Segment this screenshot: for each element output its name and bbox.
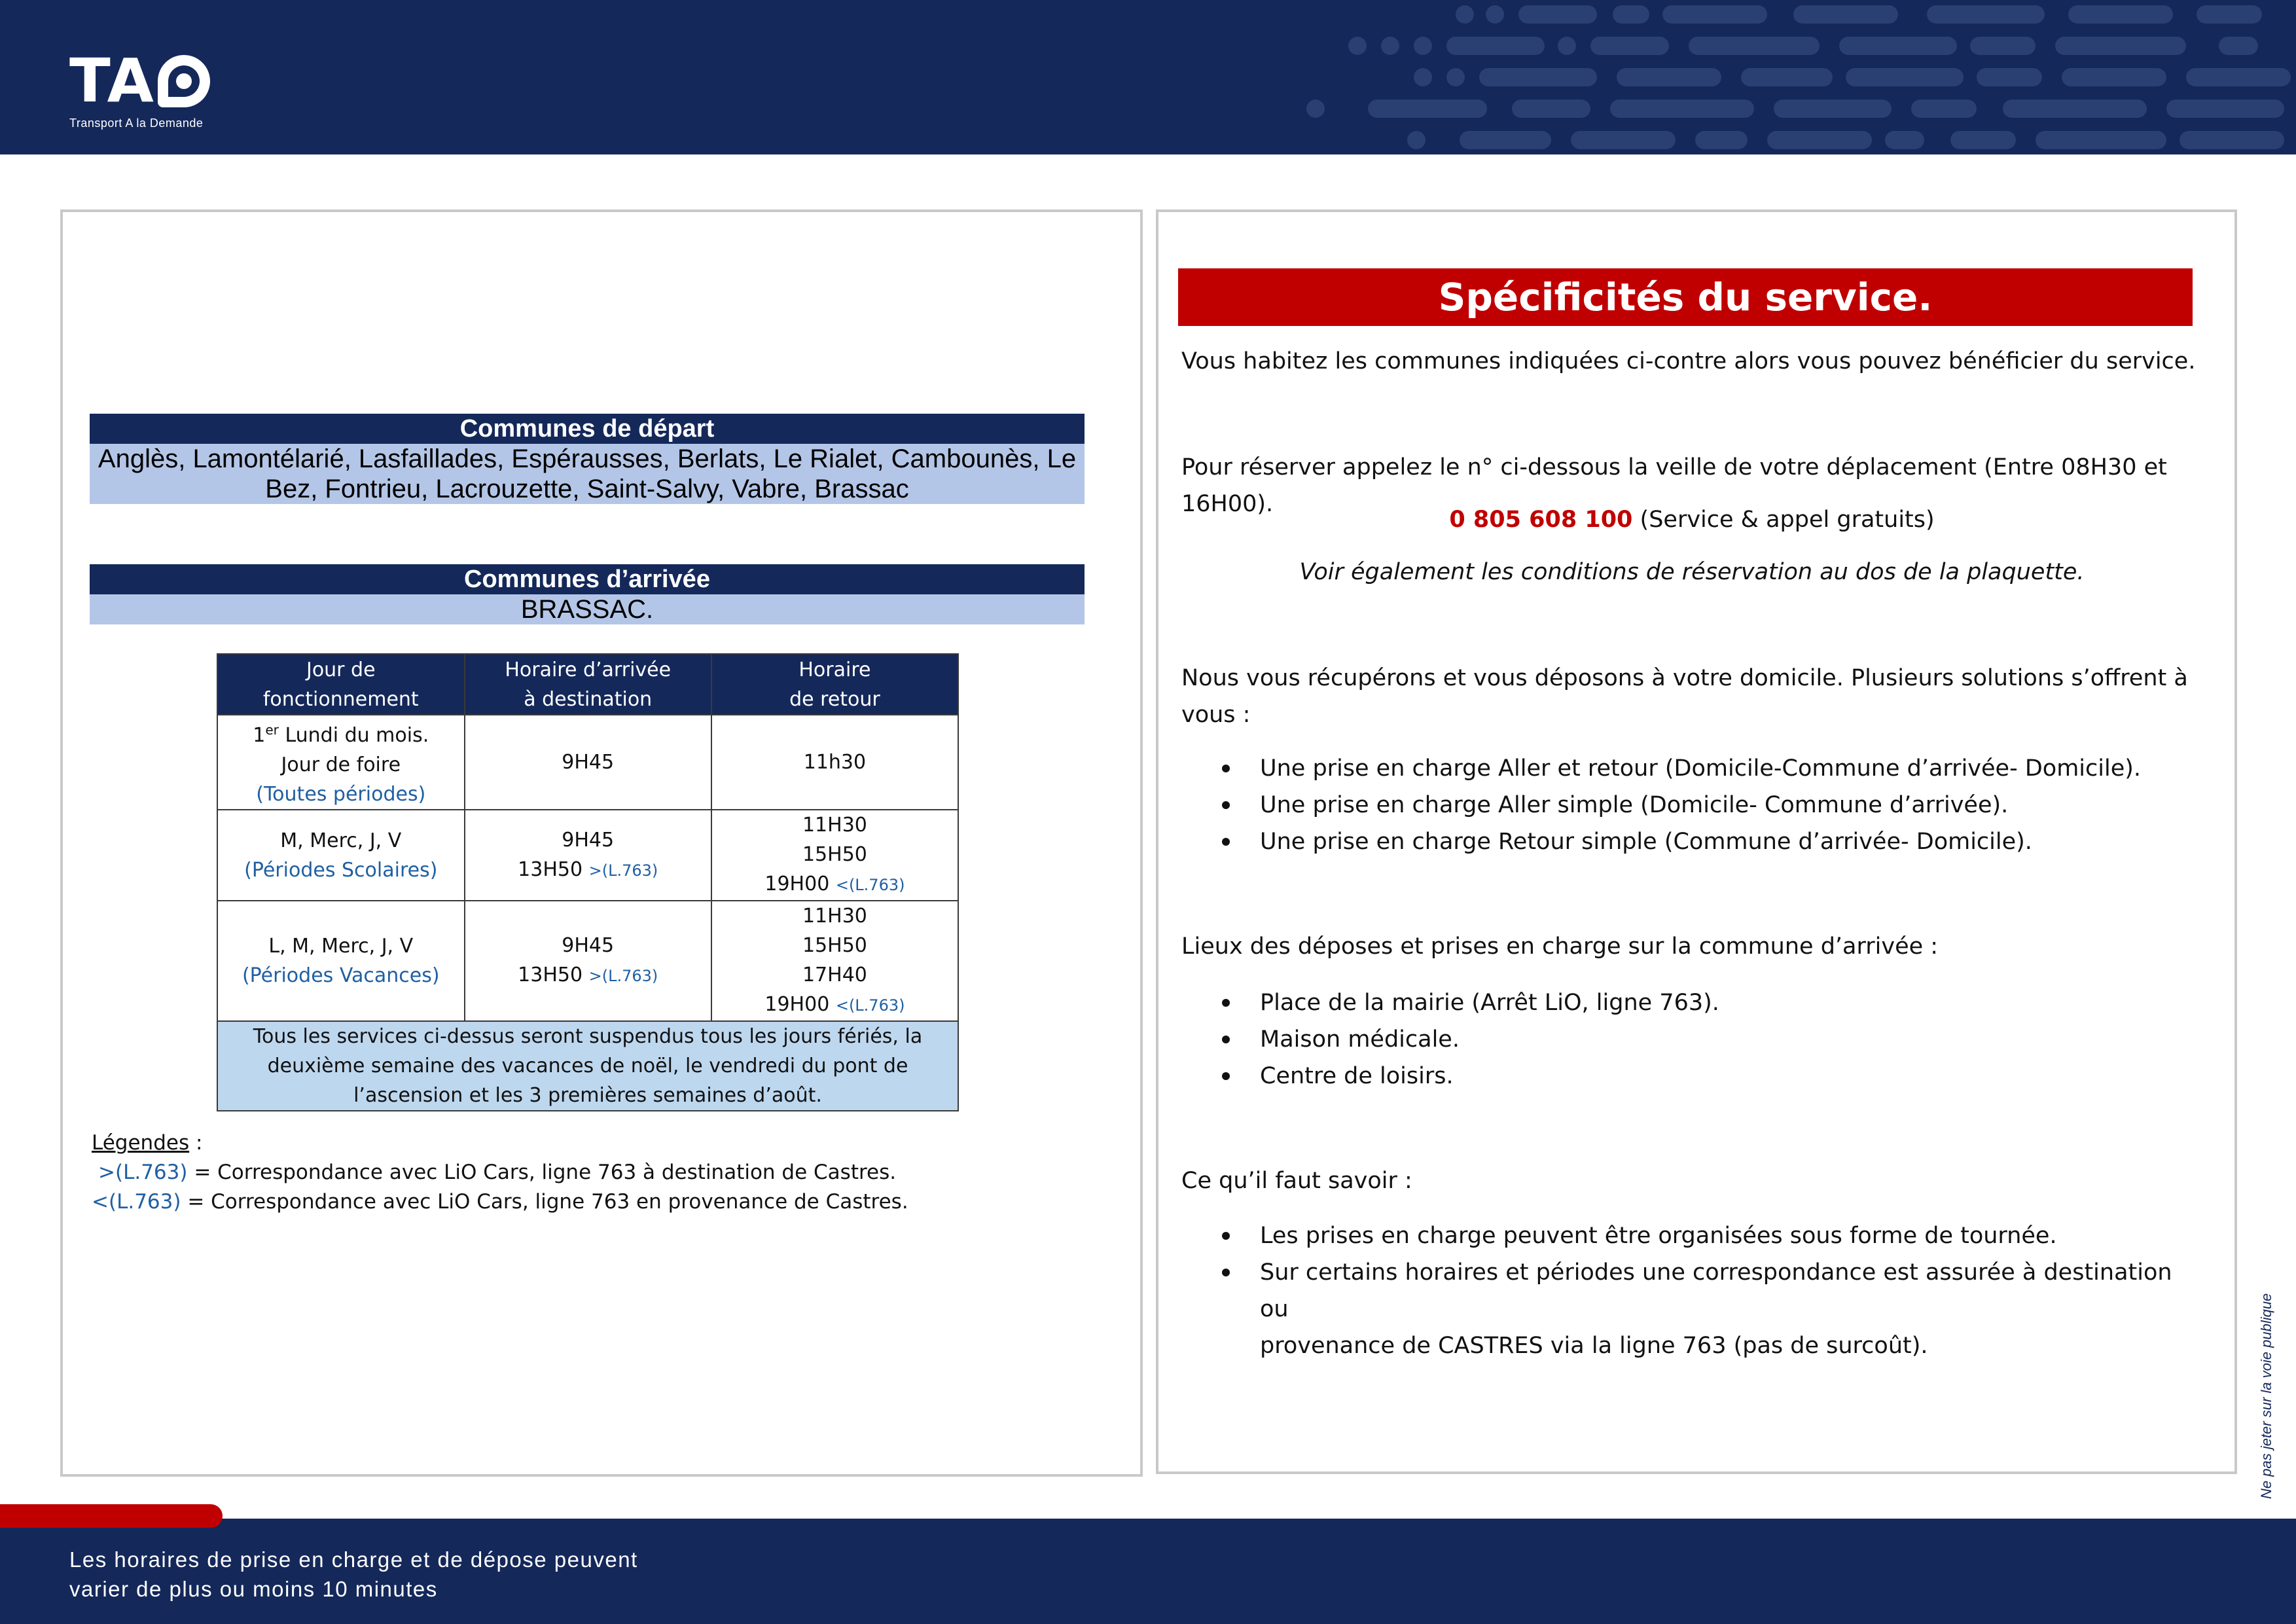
logo-text: TA [69, 46, 155, 116]
departure-line-2: Bez, Fontrieu, Lacrouzette, Saint-Salvy, Vabre, Brassac [265, 475, 909, 503]
decorative-dots [1296, 0, 2296, 154]
conditions-note: Voir également les conditions de réservation au dos de la plaquette. [1299, 559, 2085, 585]
list-item: Maison médicale. [1181, 1021, 2202, 1058]
side-note: Ne pas jeter sur la voie publique [2258, 1293, 2274, 1499]
arrival-commune: BRASSAC. [90, 594, 1085, 624]
phone-number[interactable]: 0 805 608 100 [1449, 507, 1633, 533]
table-note-row [217, 1021, 958, 1111]
row1-day: 1er Lundi du mois. Jour de foire (Toutes périodes) [217, 715, 465, 810]
table-row [217, 810, 958, 901]
places-list [1181, 984, 2202, 1094]
row2-day: M, Merc, J, V (Périodes Scolaires) [217, 810, 465, 901]
pickup-text: Nous vous récupérons et vous déposons à votre domicile. Plusieurs solutions s’offrent à vous : [1181, 665, 2188, 728]
legend-title: Légendes [92, 1131, 190, 1155]
header-return: Horaire de retour [711, 654, 958, 715]
tad-logo [69, 46, 210, 130]
list-item: Place de la mairie (Arrêt LiO, ligne 763). [1181, 984, 2202, 1021]
table-row [217, 901, 958, 1021]
legend: Légendes : >(L.763) = Correspondance avec LiO Cars, ligne 763 à destination de Castres. <(L.763) = Correspondance avec LiO Cars, ligne 763 en provenance de Castres. [92, 1131, 908, 1214]
places-title: Lieux des déposes et prises en charge sur la commune d’arrivée : [1181, 933, 1939, 960]
logo-subtitle: Transport A la Demande [69, 117, 204, 130]
list-item: Une prise en charge Aller et retour (Domicile-Commune d’arrivée- Domicile). [1181, 750, 2202, 787]
row3-day: L, M, Merc, J, V (Périodes Vacances) [217, 901, 465, 1021]
footer-note: Les horaires de prise en charge et de dépose peuvent varier de plus ou moins 10 minutes [69, 1547, 638, 1601]
location-pin-icon [158, 55, 210, 107]
header-day: Jour de fonctionnement [217, 654, 465, 715]
options-list [1181, 750, 2202, 860]
header-bar [0, 0, 2296, 154]
arrival-title: Communes d’arrivée [90, 564, 1085, 594]
phone-line: 0 805 608 100 (Service & appel gratuits) [1449, 507, 1935, 533]
table-header-row [217, 654, 958, 715]
schedule-table [217, 653, 959, 1111]
know-list [1181, 1218, 2202, 1364]
departure-title: Communes de départ [90, 414, 1085, 444]
row2-arrival: 9H45 13H50 >(L.763) [465, 810, 711, 901]
table-row [217, 715, 958, 810]
list-item: Centre de loisirs. [1181, 1058, 2202, 1094]
legend-text-2: = Correspondance avec LiO Cars, ligne 763 en provenance de Castres. [181, 1190, 908, 1214]
legend-code-1: >(L.763) [98, 1161, 188, 1184]
row1-return: 11h30 [711, 715, 958, 810]
departure-line-1: Anglès, Lamontélarié, Lasfaillades, Espérausses, Berlats, Le Rialet, Cambounès, Le [98, 444, 1077, 473]
row1-arrival: 9H45 [465, 715, 711, 810]
list-item: Une prise en charge Retour simple (Commune d’arrivée- Domicile). [1181, 823, 2202, 860]
list-item: Une prise en charge Aller simple (Domicile- Commune d’arrivée). [1181, 787, 2202, 823]
row2-return: 11H30 15H50 19H00 <(L.763) [711, 810, 958, 901]
departure-communes [90, 444, 1085, 504]
service-intro: Vous habitez les communes indiquées ci-contre alors vous pouvez bénéficier du service. [1181, 348, 2196, 374]
footer-accent [0, 1504, 223, 1528]
row3-return: 11H30 15H50 17H40 19H00 <(L.763) [711, 901, 958, 1021]
suspension-note: Tous les services ci-dessus seront suspendus tous les jours fériés, la deuxième semaine des vacances de noël, le vendredi du pont de l’ascension et les 3 premières semaines d’août. [217, 1021, 958, 1111]
header-arrival: Horaire d’arrivée à destination [465, 654, 711, 715]
reservation-text: Pour réserver appelez le n° ci-dessous la veille de votre déplacement (Entre 08H30 et 16H00). [1181, 454, 2167, 517]
row3-arrival: 9H45 13H50 >(L.763) [465, 901, 711, 1021]
list-item: Les prises en charge peuvent être organisées sous forme de tournée. [1181, 1218, 2202, 1254]
legend-text-1: = Correspondance avec LiO Cars, ligne 763 à destination de Castres. [187, 1161, 897, 1184]
list-item: Sur certains horaires et périodes une correspondance est assurée à destination ou provenance de CASTRES via la ligne 763 (pas de surcoût). [1181, 1254, 2202, 1364]
know-title: Ce qu’il faut savoir : [1181, 1168, 1412, 1194]
legend-code-2: <(L.763) [92, 1190, 181, 1214]
service-title: Spécificités du service. [1178, 268, 2193, 326]
